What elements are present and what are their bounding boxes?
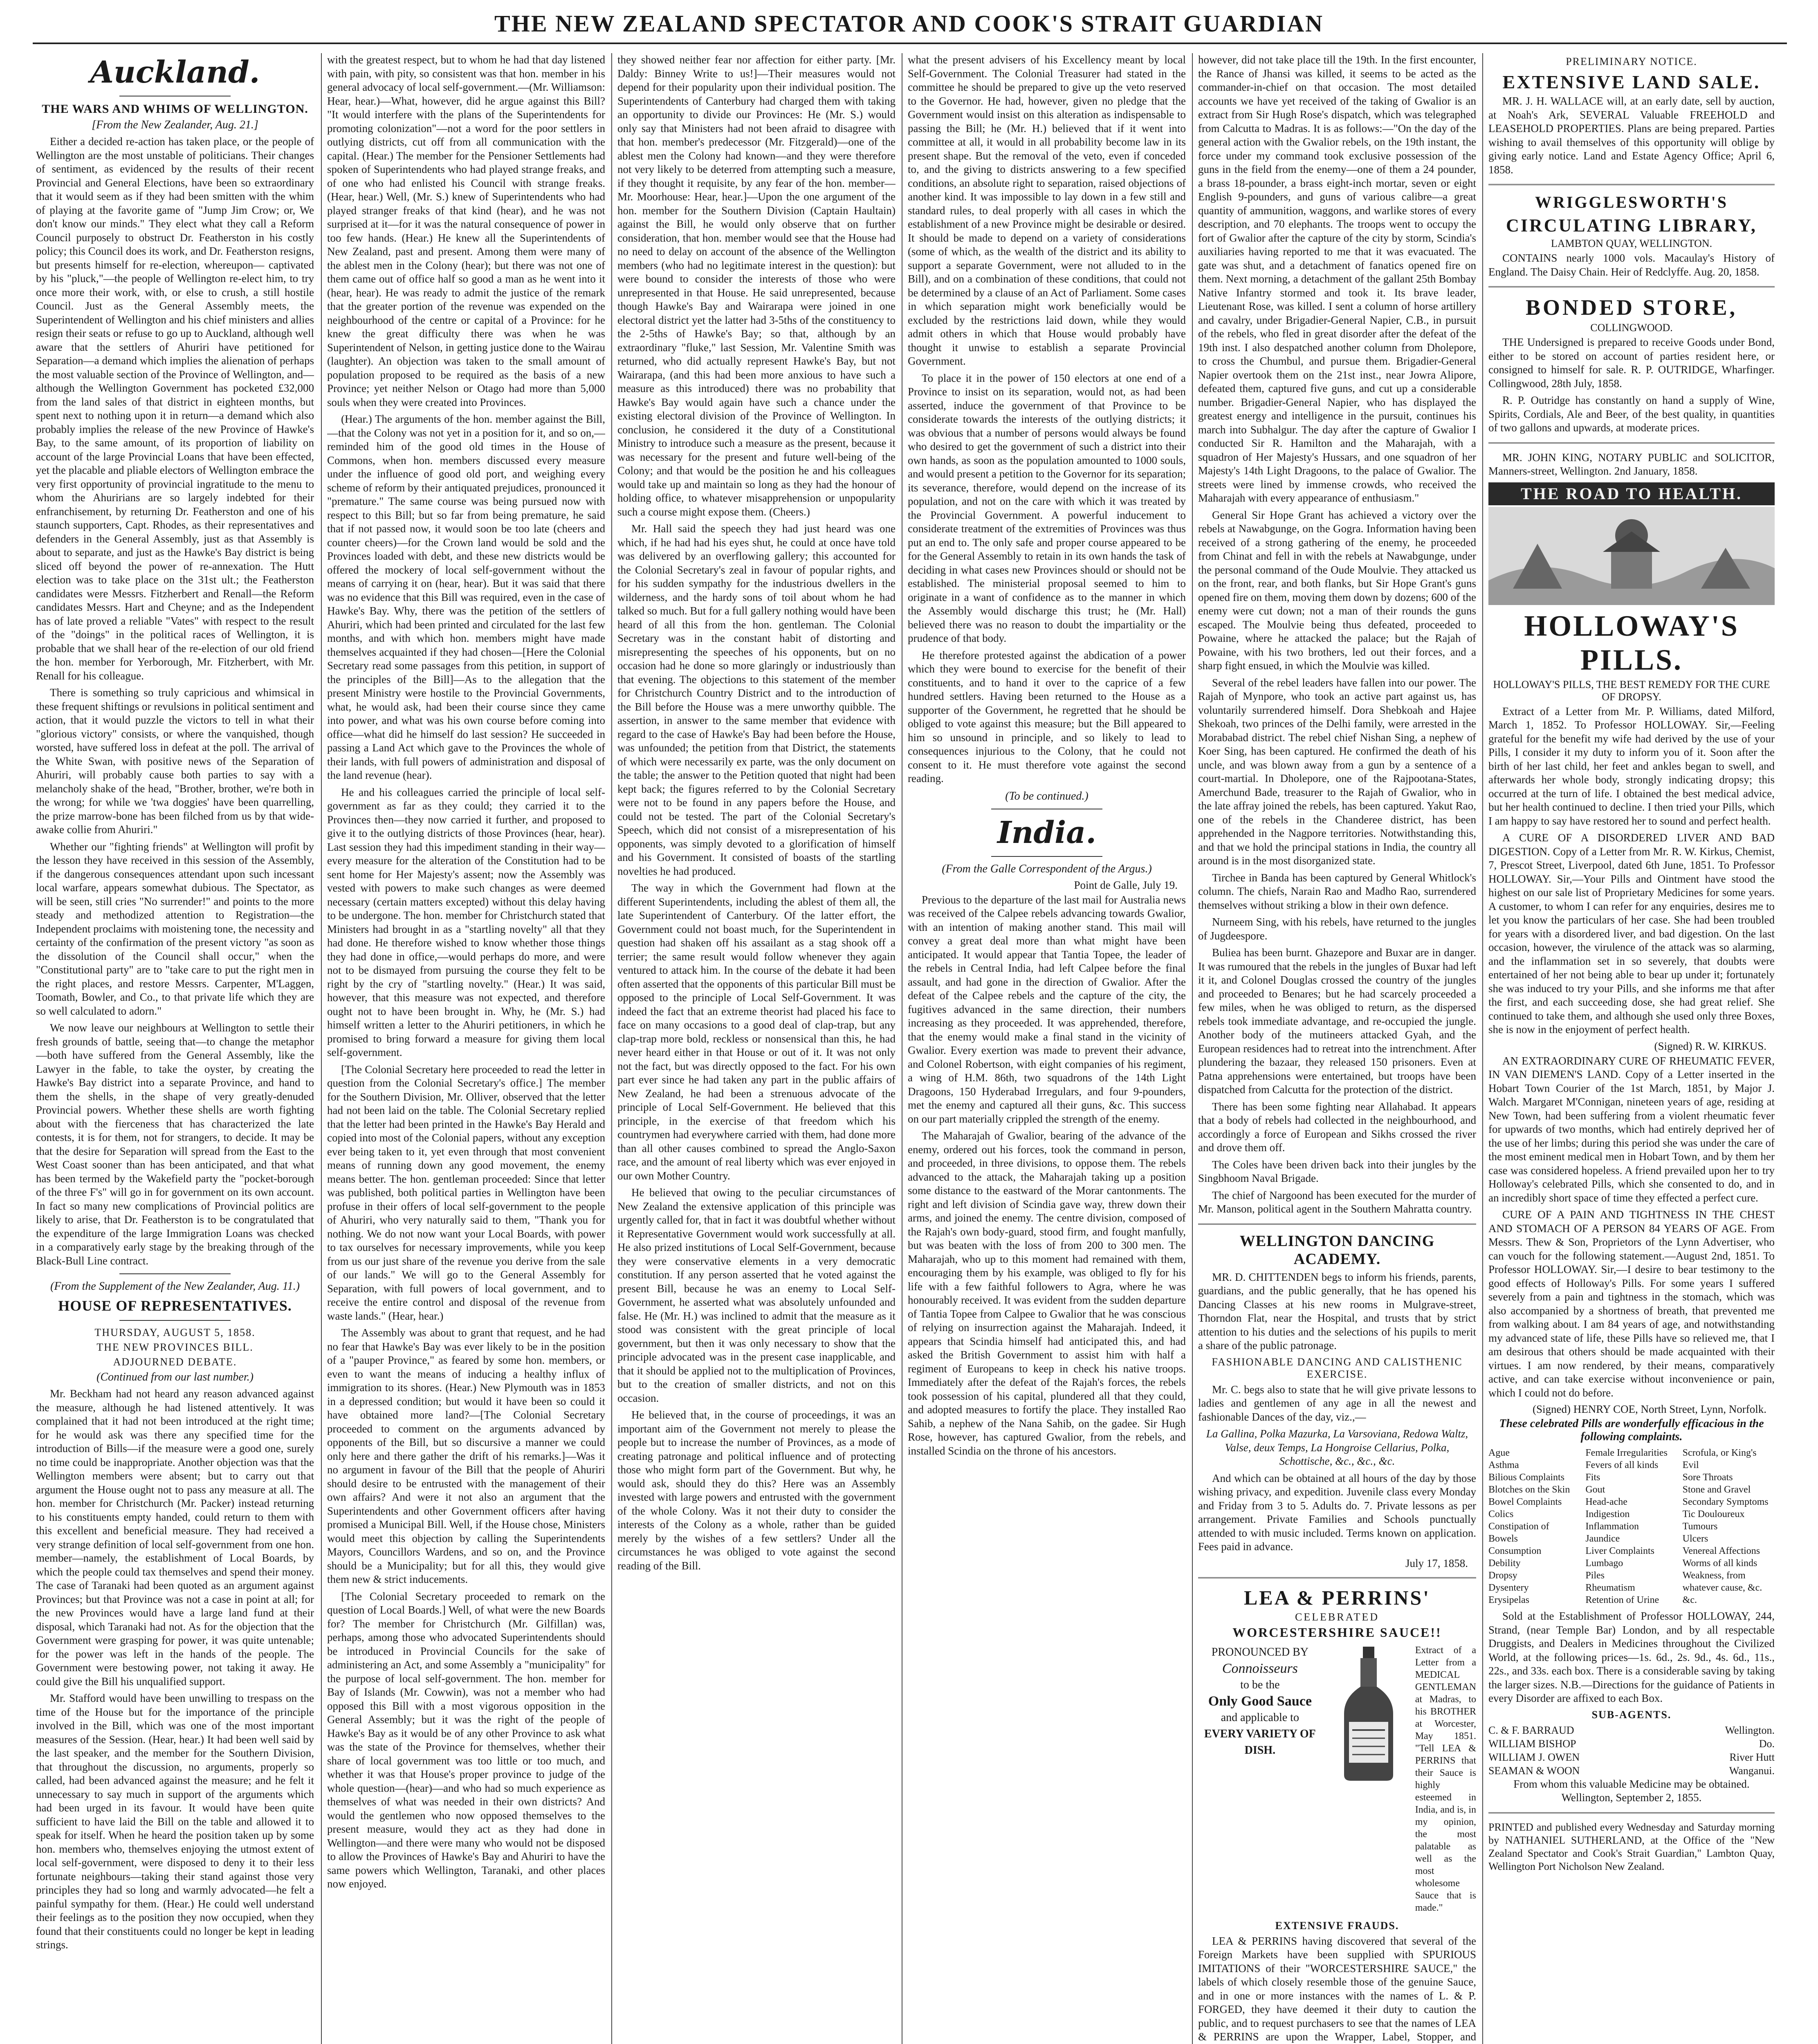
article-paragraph: There has been some fighting near Allahabad. It appears that a body of rebels had collected in the neighbourhood, and accordingly a force of European and Sikhs crossed the river and drove them off. — [1198, 1100, 1476, 1154]
complaint-item: Bilious Complaints — [1488, 1472, 1565, 1483]
supplement-source: (From the Supplement of the New Zealander, Aug. 11.) — [50, 1280, 300, 1293]
article-paragraph: however, did not take place till the 19th. In the first encounter, the Rance of Jhansi was killed, it seems to be acted as the commander-in-chief on that occasion. The most detailed accounts we have yet received of the taking of Gwalior is an extract from Sir Hugh Rose's dispatch, which was telegraphed from Calcutta to Madras. It is as follows:—"On the day of the general action with the Gwalior rebels, on the 19th instant, the force under my command took exclusive possession of the guns in the field from the enemy—one of them a 24 pounder, a brass 18-pounder, a brass eight-inch mortar, seven or eight English 9-pounders, and guns of various calibre—a great quantity of ammunition, waggons, and warlike stores of every description, and 70 elephants. The troops went to occupy the fort of Gwalior after the capture of the city by storm, Scindia's auxiliaries having reported to me that it was evacuated. The gate was shut, and a detachment of fanatics opened fire on them. Next morning, a detachment of the gallant 25th Bombay Native Infantry stormed and took it. Its brave leader, Lieutenant Rose, was killed. I sent a column of horse artillery and cavalry, under Brigadier-General Napier, C.B., in pursuit of the rebels, who fled in great disorder after the defeat of the 19th inst. I also despatched another column from Dholepore, to cross the Chumbul, and pursue them. Brigadier-General Napier overtook them on the 21st inst., near Jowra Alipore, defeated them, captured five guns, and cut up a considerable number. Brigadier-General Napier, who has displayed the greatest energy and intelligence in the pursuit, continues his march into Subhalgur. The day after the capture of Gwalior I conducted Sir R. Hamilton and the Maharajah, with a squadron of Her Majesty's Hussars, and one squadron of her Majesty's 14th Light Dragoons, to the palace of Gwalior. The streets were lined by immense crowds, who received the Maharajah with every appearance of enthusiasm." — [1198, 54, 1476, 504]
article-paragraph: The Assembly was about to grant that request, and he had no fear that Hawke's Bay was ever likely to be in the position of a "pauper Province," as feared by some hon. members, or even to want the means of inducing a healthy influx of immigration to its shores. (Hear.) New Plymouth was in 1853 in a depressed condition; but would it have been so could it have obtained more land?—[The Colonial Secretary proceeded to comment on the arguments advanced by opponents of the Bill, but so discursive a manner we could only here and there gather the drift of his remarks.]—Was it no argument in favour of the Bill that the people of Ahuriri should desire to be entrusted with the management of their own affairs? And were it not also an argument that the Superintendents and other Government officers after having promised a Municipal Bill. Well, if the House chose, Ministers would meet this objection by calling the Superintendents Mayors, Councillors Wardens, and so on, and the Province should be a Municipality; but for all this, they would give them new & strict inducements. — [327, 1327, 605, 1585]
article-paragraph: Mr. Hall said the speech they had just heard was one which, if he had had his eyes shut, he could at once have told was delivered by an overflowing gallery; this accounted for the Colonial Secretary's zeal in favour of popular rights, and for his sudden sympathy for the industrious dwellers in the wilderness, and the hardy sons of toil about whom he had talked so much. But for a full gallery nothing would have been heard of all this from the hon. gentleman. The Colonial Secretary was in the constant habit of distorting and misrepresenting the speeches of his opponents, but on no occasion had he done so more glaringly or industriously than that evening. The objections to this statement of the member for Christchurch Country District and to the introduction of the Bill before the House was a mere unworthy quibble. The assertion, in answer to the same member that evidence with regard to the case of Hawke's Bay had been before the House, was unfounded; the petition from that District, the statements of which were necessarily ex parte, was the only document on the table; the answer to the Petition quoted that night had been kept back; the figures referred to by the Colonial Secretary were not to be found in any papers before the House, and could not be tested. The part of the Colonial Secretary's Speech, which did not consist of a misrepresentation of his opponents, was simply devoted to a glorification of himself and his Government. It consisted of boasts of the startling novelties he had produced. — [617, 522, 896, 877]
sub-agent-name: C. & F. BARRAUD — [1488, 1724, 1574, 1736]
article-paragraph: There is something so truly capricious and whimsical in these frequent shiftings or revulsions in political sentiment and action, that it would puzzle the victors to tell in what their "glorious victory" consists, or where the vanquished, though worsted, have suffered loss in defeat at the poll. The arrival of the White Swan, with positive news of the Separation of Ahuriri, will probably cause both parties to say with a melancholy shake of the head, "Brother, brother, we're both in the wrong; for while we 'twa doggies' have been quarrelling, the prize marrow-bone has been filched from us by that wide-awake collie from Ahuriri." — [36, 686, 314, 836]
complaint-item: Weakness, from whatever cause, &c. &c. — [1682, 1570, 1762, 1605]
complaint-item: Ulcers — [1682, 1533, 1708, 1544]
preliminary-notice: PRELIMINARY NOTICE. — [1566, 56, 1697, 67]
article-paragraph: The way in which the Government had flown at the different Superintendents, including the ablest of them all, the late Superintendent of Canterbury. Of the latter effort, the Government could not boast much, for the Superintendent in question had shaken off his assailant as a stag shook off a terrier; the same result would follow whenever they again ventured to attack him. In the course of the debate it had been often asserted that the opponents of this particular Bill must be opposed to the principle of Local Self-Government. It was indeed the fact that an extreme theorist had placed his face to face on many occasions to a good deal of clap-trap, but any clap-trap more bold, reckless or nonsensical than this, he had never heard either in that House or out of it. It was not only not the fact, but was directly opposed to the fact. For his own part ever since he had taken any part in the public affairs of New Zealand, he had been a strenuous advocate of the principle of Local Self-Government. He believed that this principle, in the exercise of that freedom which his countrymen had everywhere carried with them, had done more than all other causes combined to spread the Anglo-Saxon race, and the amount of real liberty which was ever enjoyed in our own Mother Country. — [617, 882, 896, 1182]
complaint-item: Erysipelas — [1488, 1595, 1529, 1605]
article-paragraph: what the present advisers of his Excellency meant by local Self-Government. The Colonial Treasurer had stated in the committee he should be prepared to give up the veto reserved to the Governor. He had, however, given no pledge that the Government would insist on this alteration as indispensable to passing the Bill; he (Mr. H.) believed that if it went into committee at all, it would in all probability become law in its present shape. But the removal of the veto, even if conceded to, and the giving to districts answering to a few specified conditions, an absolute right to separation, raised objections of another kind. It was impossible to lay down in a few still and standard rules, to deal properly with all cases in which the establishment of a new Province might be desirable or desired. It should be made to depend on a variety of considerations (some of which, as the wealth of the district and its ability to support a separate Government, were not alluded to in the Bill), and on a combination of these conditions, that could not be determined by a clause of an Act of Parliament. Some cases in which separation might work beneficially would be excluded by the restrictions laid down, while they would admit others in which that House would probably have thought it unwise to establish a separate Provincial Government. — [908, 54, 1186, 367]
holloway-illustration-icon — [1488, 507, 1775, 605]
column-3 — [617, 53, 896, 2044]
advert-paragraph: Sold at the Establishment of Professor HOLLOWAY, 244, Strand, (near Temple Bar) London, and by all respectable Druggists, and Dealers in Medicines throughout the Civilized World, at the following prices—1s. 6d., 2s. 9d., 4s. 6d., 11s., 22s., and 33s. each box. There is a considerable saving by taking the larger sizes. N.B.—Directions for the guidance of Patients in every Disorder are affixed to each Box. — [1488, 1610, 1775, 1704]
complaint-item: Gout — [1585, 1484, 1605, 1495]
lea-left-text: to be the — [1240, 1678, 1280, 1691]
article-paragraph: The Maharajah of Gwalior, bearing of the advance of the enemy, ordered out his forces, took the command in person, and proceeded, in three divisions, to oppose them. The rebels advanced to the attack, the Maharajah taking up a position some distance to the eastward of the Morar cantonments. The right and left division of Scindia gave way, threw down their arms, and joined the enemy. The centre division, composed of the Rajah's own body-guard, stood firm, and fought manfully, but was beaten with the loss of from 200 to 300 men. The Maharajah, who up to this moment had remained with them, encouraging them by his example, was obliged to fly for his life with a few faithful followers to Agra, where he was honourably received. It was evident from the sudden departure of Tantia Topee from Calpee to Gwalior that he was conscious of relying on insurrection against the Maharajah. Indeed, it appears that Scindia himself had anticipated this, and had asked the British Government to assist him with half a regiment of Europeans to keep in check his native troops. Immediately after the defeat of the Rajah's forces, the rebels took possession of his capital, plundered all that they could, and adopted measures to fortify the place. They installed Rao Sahib, a nephew of the Nana Sahib, on the gadee. Sir Hugh Rose, however, has captured Gwalior, from the rebels, and installed Scindia on the throne of his ancestors. — [908, 1130, 1186, 1457]
complaint-item: Colics — [1488, 1509, 1514, 1520]
advert-paragraph: MR. JOHN KING, NOTARY PUBLIC and SOLICITOR, Manners-street, Wellington. 2nd January, 1858. — [1488, 451, 1775, 477]
complaint-item: Secondary Symptoms — [1682, 1497, 1769, 1507]
article-source: [From the New Zealander, Aug. 21.] — [92, 119, 258, 131]
dance-list: La Gallina, Polka Mazurka, La Varsoviana, Redowa Waltz, Valse, deux Temps, La Hongroise Cellarius, Polka, Schottische, &c., &c., &c. — [1206, 1428, 1468, 1467]
complaint-item: Rheumatism — [1585, 1582, 1635, 1593]
holloways-pills-title: HOLLOWAY'S PILLS. — [1524, 609, 1739, 676]
pills-subtitle: HOLLOWAY'S PILLS, THE BEST REMEDY FOR THE CURE OF DROPSY. — [1493, 678, 1770, 703]
article-paragraph: Nurneem Sing, with his rebels, have returned to the jungles of Jugdeespore. — [1198, 916, 1476, 942]
column-5 — [1198, 53, 1476, 2044]
complaint-item: Head-ache — [1585, 1497, 1627, 1507]
divider — [1198, 1577, 1476, 1578]
article-paragraph: Several of the rebel leaders have fallen into our power. The Rajah of Mynpore, who took an active part against us, has voluntarily surrendered himself. Dora Shebkoah and Hajee Shekoah, two princes of the Delhi family, were arrested in the Morababad district. The rebel chief Nishan Sing, a nephew of Koer Sing, has been captured. He confirmed the death of his uncle, and was blown away from a gun by a sentence of a court-martial. In Dholepore, one of the Rajpootana-States, Amerchund Bade, treasurer to the Rajah of Gwalior, who in the late affray joined the rebels, has been captured. Yakut Rao, one of the rebels in the Chanderee district, has been apprehended in the Nagpore territories. Notwithstanding this, and that we hold the principal stations in India, the country all around is in the most disorganized state. — [1198, 676, 1476, 867]
sauce-bottle-illustration — [1328, 1644, 1410, 1785]
lea-left-text: EVERY VARIETY OF DISH. — [1204, 1727, 1316, 1757]
article-paragraph: Mr. Beckham had not heard any reason advanced against the measure, although he had listened attentively. It was complained that it had not been introduced at the right time; for he would ask was there any specified time for the introduction of Bills—if the measure were a good one, surely no time could be inappropriate. Another objection was that the Wellington members were absent; but to carry out that argument the House ought not to pass any measure at all. The hon. member for Christchurch (Mr. Packer) instead returning to his constituents empty handed, could return to them with this excellent and beneficial measure. They had received a very strange definition of local self-government from one hon. member—namely, the establishment of Local Boards, by which the people could tax themselves and spend their money. The case of Taranaki had been quoted as an argument against Provinces; but that Province was not a case in point at all; for the new Provinces would have a large land fund at their disposal, which Taranaki had not. As for the objection that the Government were grasping for power, it was quite untenable; for the power was left in the hands of the people. The Government were bestowing power, not taking it away. He could give the Bill his unqualified support. — [36, 1387, 314, 1688]
divider — [1488, 184, 1775, 185]
library-name: WRIGGLESWORTH'S — [1535, 193, 1728, 211]
sub-agent-name: SEAMAN & WOON — [1488, 1764, 1580, 1777]
column-separator — [321, 53, 322, 2044]
article-paragraph: The Coles have been driven back into their jungles by the Singbhoom Naval Brigade. — [1198, 1158, 1476, 1184]
complaint-item: Ague — [1488, 1448, 1510, 1458]
complaint-item: Retention of Urine — [1585, 1595, 1659, 1605]
article-paragraph: General Sir Hope Grant has achieved a victory over the rebels at Nawabgunge, on the Gogra. Information having been received of a strong gathering of the enemy, he proceeded from Chinat and fell in with the rebels at Nawabgunge, under the personal command of the Oude Moulvie. They attacked us on the front, rear, and both flanks, but Sir Hope Grant's guns opened fire on them, moving them down by dozens; 600 of the enemy were cut down; not a man of their rounds the guns escaped. The Moulvie being thus defeated, proceeded to Powaine, where he attacked the palace; but the Rajah of Powaine, with his two brothers, led out their forces, and a sharp fight ensued, in which the Moulvie was killed. — [1198, 509, 1476, 672]
column-2 — [327, 53, 605, 2044]
column-6 — [1488, 53, 1775, 2044]
advert-paragraph: MR. D. CHITTENDEN begs to inform his friends, parents, guardians, and the public generally, that he has opened his Dancing Classes at his new rooms in Mulgrave-street, Thorndon Flat, near the Hospital, and trusts that by strict attention to his duties and the selections of his pupils to merit a share of the public patronage. — [1198, 1271, 1476, 1351]
agents-note: From whom this valuable Medicine may be obtained. Wellington, September 2, 1855. — [1513, 1777, 1750, 1804]
bonded-store-location: COLLINGWOOD. — [1590, 322, 1673, 334]
lea-left-text: PRONOUNCED BY — [1211, 1645, 1309, 1659]
article-source: (From the Galle Correspondent of the Argus.) — [942, 862, 1152, 875]
article-paragraph: [The Colonial Secretary here proceeded to read the letter in question from the Colonial Secretary's office.] The member for the Southern Division, Mr. Olliver, observed that the letter had not been laid on the table. The Colonial Secretary replied that the letter had been printed in the Hawke's Bay Herald and copied into most of the Colonial papers, without any exception ever being taken to it, yet even through that most convenient means of running down any good movement, the enemy means better. The hon. gentleman proceeded: Since that letter was published, both political parties in Wellington have been profuse in their offers of local self-government to the people of Ahuriri, who very naturally said to them, "Thank you for nothing. We do not now want your Local Boards, with power to tax ourselves for necessary improvements, while you keep from us our just share of the revenue you derive from the sale of our lands." We will go to the General Assembly for Separation, with full powers of local government, and to receive the entire control and disposal of the revenue from waste lands." (Hear, hear.) — [327, 1063, 605, 1322]
complaint-item: Venereal Affections — [1682, 1546, 1760, 1556]
sub-agent-name: WILLIAM J. OWEN — [1488, 1751, 1580, 1763]
complaint-item: Female Irregularities — [1585, 1448, 1668, 1458]
sub-agent-place: Wanganui. — [1729, 1764, 1775, 1777]
column-1 — [36, 53, 314, 2044]
article-paragraph: He therefore protested against the abdication of a power which they were bound to exercise for the benefit of their constituents, and to hand it over to the caprice of a few hundred settlers. Having been returned to the House as a supporter of the Government, he regretted that he should be obliged to vote against this measure; but the Bill appeared to him so unsound in principle, and so likely to lead to consequences injurious to the Colony, that he could not consent to it. He must therefore vote against the second reading. — [908, 649, 1186, 784]
complaint-item: Fevers of all kinds — [1585, 1460, 1659, 1470]
sub-agents-list — [1488, 1724, 1775, 1777]
complaint-item: Stone and Gravel — [1682, 1484, 1751, 1495]
complaint-item: Asthma — [1488, 1460, 1519, 1470]
column-separator — [611, 53, 612, 2044]
section-heading-india: India. — [997, 815, 1096, 850]
sub-agent-name: WILLIAM BISHOP — [1488, 1737, 1576, 1750]
land-sale-title: EXTENSIVE LAND SALE. — [1502, 72, 1761, 92]
complaint-item: Consumption — [1488, 1546, 1542, 1556]
column-separator — [1192, 53, 1193, 2044]
complaint-item: Jaundice — [1585, 1533, 1620, 1544]
complaint-item: Tic Douloureux — [1682, 1509, 1745, 1520]
masthead-rule — [33, 43, 1787, 44]
lea-celebrated: CELEBRATED — [1295, 1611, 1380, 1623]
article-paragraph: He believed that, in the course of proceedings, it was an important aim of the Government not merely to please the people but to increase the number of Provinces, as a mode of creating patronage and political influence and of protecting those who might form part of the Government. But why, he would ask, should they do this? Here was an Assembly invested with large powers and entrusted with the government of the whole Colony. Was it not their duty to consider the interests of the Colony as a whole, rather than be guided merely by the wishes of a few settlers? Under all the circumstances he was obliged to vote against the second reading of the Bill. — [617, 1409, 896, 1572]
signature: (Signed) R. W. KIRKUS. — [1654, 1040, 1766, 1052]
article-title: THE WARS AND WHIMS OF WELLINGTON. — [42, 102, 308, 116]
lea-perrins-subtitle: WORCESTERSHIRE SAUCE!! — [1232, 1625, 1442, 1640]
divider — [991, 856, 1102, 857]
sub-agent-place: Wellington. — [1725, 1724, 1775, 1736]
article-paragraph: Whether our "fighting friends" at Wellington will profit by the lesson they have received in this session of the Assembly, if the dangerous consequences attendant upon such incessant local warfare, appears somewhat dubious. The Spectator, as will be seen, still cries "No surrender!" and points to the more steady and methodized attention to Registration—the Independent proclaims with moistening tone, the necessity and certainty of the confirmation of the present victory "as soon as the dissolution of the Council shall occur," when the "Constitutional party" are to "take care to put the right men in the right places, and restore Messrs. Carpenter, M'Laggen, Toomath, Bowler, and Co., to that private life which they are so well calculated to adorn." — [36, 840, 314, 1017]
sub-agent-row — [1488, 1750, 1775, 1764]
divider — [119, 1320, 231, 1321]
library-location: LAMBTON QUAY, WELLINGTON. — [1551, 238, 1713, 249]
complaints-heading: These celebrated Pills are wonderfully efficacious in the following complaints. — [1499, 1417, 1764, 1443]
signature: (Signed) HENRY COE, North Street, Lynn, Norfolk. — [1533, 1403, 1766, 1415]
article-paragraph: To place it in the power of 150 electors at one end of a Province to insist on its separation, would not, as had been asserted, induce the government of that Province to be considerate towards the interests of the outlying districts; it was obvious that a number of persons would always be found who desired to get the government of such a district into their own hands, as soon as the population amounted to 1000 souls, and would present a petition to the Governor for its separation; its severance, therefore, would depend on the increase of its population, and not on the care with which it was treated by the Provincial Government. A powerful inducement to considerate treatment of the extremities of Provinces was thus put an end to. The only safe and proper course appeared to be for the General Assembly to retain in its own hands the task of deciding in what cases new Provinces should or should not be established. The ministerial proposal seemed to him to originate in a want of confidence as to the manner in which the Assembly would discharge this trust; he (Mr. Hall) believed there was no reason to doubt the impartiality or the prudence of that body. — [908, 372, 1186, 644]
complaint-item: Scrofula, or King's Evil — [1682, 1448, 1757, 1470]
divider — [119, 1273, 231, 1274]
complaints-list — [1488, 1447, 1775, 1606]
bill-title: THE NEW PROVINCES BILL. — [97, 1341, 254, 1353]
sub-agent-place: River Hutt — [1729, 1751, 1775, 1763]
sub-agent-row — [1488, 1764, 1775, 1777]
article-paragraph: Tirchee in Banda has been captured by General Whitlock's column. The chiefs, Narain Rao and Madho Rao, surrendered themselves without striking a blow in their own defence. — [1198, 871, 1476, 911]
lea-left-text: and applicable to — [1221, 1711, 1299, 1724]
complaint-item: Piles — [1585, 1570, 1605, 1581]
column-separator — [1482, 53, 1483, 2044]
lea-left-panel — [1198, 1644, 1322, 1759]
article-paragraph: We now leave our neighbours at Wellington to settle their fresh grounds of battle, seeing that—to change the metaphor—both have suffered from the General Assembly, like the Lawyer in the fable, to take the oyster, by creating the Hawke's Bay district into a separate Province, and hand to them the shells, in the shape of very greatly-denuded Provincial powers. Whether these shells are worth fighting about with the fierceness that has characterized the late contests, it is for them, not for strangers, to decide. It may be that the desire for Separation will spread from the East to the West Coast sooner than has been anticipated, and that what has been termed by the Wakefield party the "pocket-borough of the three F's" will go in for government on its own account. In fact so many new complications of Provincial politics are likely to arise, that Dr. Featherston is to be congratulated that the expenditure of the large Immigration Loans was checked in a comparatively early stage by the breaking through of the Black-Bull Line contract. — [36, 1022, 314, 1267]
complaint-item: Constipation of Bowels — [1488, 1521, 1549, 1544]
complaint-item: Debility — [1488, 1558, 1521, 1569]
lea-perrins-body — [1198, 1644, 1476, 1914]
column-4 — [908, 53, 1186, 2044]
article-paragraph: The chief of Nargoond has been executed for the murder of Mr. Manson, political agent in the Southern Mahratta country. — [1198, 1189, 1476, 1215]
complaint-item: Tumours — [1682, 1521, 1718, 1532]
advert-paragraph: MR. J. H. WALLACE will, at an early date, sell by auction, at Noah's Ark, SEVERAL Valuable FREEHOLD and LEASEHOLD PROPERTIES. Plans are being prepared. Parties wishing to avail themselves of this opportunity will oblige by giving early notice. Land and Estate Agency Office; April 6, 1858. — [1488, 95, 1775, 176]
masthead: THE NEW ZEALAND SPECTATOR AND COOK'S STRAIT GUARDIAN — [494, 10, 1324, 37]
complaint-item: Dysentery — [1488, 1582, 1529, 1593]
lea-extract: Extract of a Letter from a MEDICAL GENTLEMAN at Madras, to his BROTHER at Worcester, May 1851. "Tell LEA & PERRINS that their Sauce is highly esteemed in India, and is, in my opinion, the most palatable as well as the most wholesome Sauce that is made." — [1415, 1645, 1476, 1913]
article-paragraph: He and his colleagues carried the principle of local self-government as far as they could; they carried it to the Provinces then—they now carried it further, and proposed to give it to the outlying districts of those Provinces (hear, hear). Last session they had this impediment standing in their way—every measure for the alteration of the Constitution had to be sent home for Her Majesty's assent; now the Assembly was vested with powers to make such changes as were deemed necessary (certain matters excepted) without this delay having to be undergone. The hon. member for Christchurch stated that Ministers had brought in as a "startling novelty" all that they had done. He therefore wished to know whether those things they had done in office,—would perhaps do more, and were not to be dismayed from pursuing the course they felt to be right by the cry of "startling novelty." (Hear.) It was said, however, that this measure was not expected, and therefore ought not to have been brought in. Why, he (Mr. S.) had himself written a letter to the Ahuriri petitioners, in which he promised to bring forward a measure for giving them local self-government. — [327, 786, 605, 1058]
sauce-bottle-icon — [1328, 1644, 1410, 1783]
complaint-item: Blotches on the Skin — [1488, 1484, 1570, 1495]
advert-paragraph: CONTAINS nearly 1000 vols. Macaulay's History of England. The Daisy Chain. Heir of Redclyffe. Aug. 20, 1858. — [1488, 252, 1775, 278]
article-paragraph: Either a decided re-action has taken place, or the people of Wellington are the most unstable of politicians. Their changes of sentiment, as evidenced by the results of their recent Provincial and General Elections, have been so extraordinary that it would seem as if they had been smitten with the whim of playing at the favorite game of "Jump Jim Crow; or, We don't know our minds." They elect what they call a Reform Council purposely to obstruct Dr. Featherston in his costly policy; this Council does its work, and Dr. Featherston resigns, but presents himself for re-election, whereupon— captivated by his "pluck,"—the people of Wellington re-elect him, to try once more their work, with, or else to crush, a still hostile Council. Just as the General Assembly meets, the Superintendent of Wellington and his chief ministers and allies resign their seats or refuse to go up to Auckland, although well aware that the settlers of Ahuriri have petitioned for Separation—a demand which implies the alienation of perhaps the most valuable section of the Province of Wellington, and—although the Wellington Government has pocketed £32,000 from the land sales of that district in eighteen months, but spent next to nothing upon it in return—a demand which also probably implies the release of the new Province of Hawke's Bay, to the same amount, of its proportion of liability on account of the large Provincial Loans that have been effected, yet the placable and pliable electors of Wellington embrace the very first opportunity of provincial ingratitude to the menu to whom the Ahuririans are so largely indebted for their enfranchisement, by returning Dr. Featherston and one of his staunch supporters, Capt. Rhodes, as their representatives and defenders in the General Assembly, just as that Assembly is about to separate, and just as the Hawke's Bay district is being sliced off beyond the power of re-annexation. The Hutt election was to take place on the 31st ult.; the Featherston candidates were Messrs. Fitzherbert and Renall—the Reform candidates Messrs. Hart and Cheyne; and as the Independent has of late proved a reliable "Vates" with respect to the result of the "doings" in the political races of Wellington, it is probable that we shall hear of the re-election of our old friend the hon. member for Yerborough, Mr. Fitzherbert, with Mr. Renall for his colleague. — [36, 135, 314, 682]
house-heading: HOUSE OF REPRESENTATIVES. — [58, 1298, 292, 1314]
sub-agent-row — [1488, 1737, 1775, 1750]
complaint-item: Fits — [1585, 1472, 1600, 1483]
complaint-item: Bowel Complaints — [1488, 1497, 1562, 1507]
advert-paragraph: Mr. C. begs also to state that he will give private lessons to ladies and gentlemen of any age in all the newest and fashionable Dances of the day, viz.,— — [1198, 1383, 1476, 1423]
advert-paragraph: AN EXTRAORDINARY CURE OF RHEUMATIC FEVER, IN VAN DIEMEN'S LAND. Copy of a Letter inserted in the Hobart Town Courier of the 1st March, 1851, by Major J. Walch. Margaret M'Connigan, nineteen years of age, residing at New Town, had been suffering from a violent rheumatic fever for upwards of two months, which had entirely deprived her of the use of her limbs; during this period she was under the care of the most eminent medical men in Hobart Town, and by them her case was considered hopeless. A friend prevailed upon her to try Holloway's celebrated Pills, which she consented to do, and in an incredibly short space of time they effected a perfect cure. — [1488, 1054, 1775, 1204]
complaint-item: Liver Complaints — [1585, 1546, 1654, 1556]
sub-agents-heading: SUB-AGENTS. — [1591, 1708, 1672, 1721]
complaint-item: Worms of all kinds — [1682, 1558, 1757, 1569]
advert-paragraph: CURE OF A PAIN AND TIGHTNESS IN THE CHEST AND STOMACH OF A PERSON 84 YEARS OF AGE. From Messrs. Thew & Son, Proprietors of the Lynn Advertiser, who can vouch for the following statement.—August 2nd, 1851. To Professor HOLLOWAY. Sir,—I desire to bear testimony to the good effects of Holloway's Pills. For some years I suffered severely from a pain and tightness in the stomach, which was also accompanied by a shortness of breath, that prevented me from walking about. I am 84 years of age, and notwithstanding my advanced state of life, these Pills have so relieved me, that I am desirous that others should be made acquainted with their virtues. I am now rendered, by their means, comparatively active, and can take exercise without inconvenience or pain, which I could not do before. — [1488, 1208, 1775, 1399]
divider — [1488, 286, 1775, 287]
continued-note: (Continued from our last number.) — [97, 1371, 254, 1383]
advert-paragraph: THE Undersigned is prepared to receive Goods under Bond, either to be stored on account of parties resident here, or consigned to himself for sale. R. P. OUTRIDGE, Wharfinger. Collingwood, 28th July, 1858. — [1488, 336, 1775, 390]
article-paragraph: Buliea has been burnt. Ghazepore and Buxar are in danger. It was rumoured that the rebels in the jungles of Buxar had left it it, and Colonel Douglas crossed the country of the jungles and proceeded to Benares; but he had scarcely proceeded a few miles, when he was obliged to return, as the dispersed rebels took immediate advantage, and re-occupied the jungle. Another body of the mutineers attacked Gyah, and the European residences had to retreat into the intrenchment. After plundering the bazaar, they released 150 prisoners. Even at Patna apprehensions were entertained, but troops have been dispatched from Calcutta for the protection of the district. — [1198, 946, 1476, 1096]
complaint-item: Sore Throats — [1682, 1472, 1733, 1483]
divider — [1198, 1224, 1476, 1225]
article-paragraph: Previous to the departure of the last mail for Australia news was received of the Calpee rebels advancing towards Gwalior, with an intention of making another stand. This mail will convey a great deal more than what might have been anticipated. It would appear that Tantia Topee, the leader of the rebels in Central India, had left Calpee before the final assault, and had gone in the direction of Gwalior. After the defeat of the Calpee rebels and the capture of the city, the fugitives advanced in the same direction, their numbers increasing as they proceeded. It was apprehended, therefore, that the enemy would make a final stand in the vicinity of Gwalior. Every exertion was made to prevent their advance, and Colonel Robertson, with eight companies of his regiment, a wing of H.M. 86th, two squadrons of the 14th Light Dragoons, 150 Hyderabad Irregulars, and four 9-pounders, met the enemy and captured all their guns, &c. This success on our part materially crippled the strength of the enemy. — [908, 893, 1186, 1125]
advert-paragraph: LEA & PERRINS having discovered that several of the Foreign Markets have been supplied with SPURIOUS IMITATIONS of their "WORCESTERSHIRE SAUCE," the labels of which closely resemble those of the genuine Sauce, and in one or more instances with the names of L. & P. FORGED, they have deemed it their duty to caution the public, and to request purchasers to see that the names of LEA & PERRINS are upon the Wrapper, Label, Stopper, and — [1198, 1934, 1476, 2043]
lea-frauds-heading: EXTENSIVE FRAUDS. — [1275, 1919, 1399, 1932]
to-be-continued: (To be continued.) — [1005, 789, 1089, 802]
dance-academy-title: WELLINGTON DANCING ACADEMY. — [1239, 1232, 1435, 1268]
complaint-item: Lumbago — [1585, 1558, 1623, 1569]
advert-date: July 17, 1858. — [1405, 1557, 1468, 1569]
advert-paragraph: And which can be obtained at all hours of the day by those wishing privacy, and expedition. Juvenile class every Monday and Friday from 3 to 5. Adults do. 7. Private lessons as per arrangement. Private Families and Schools punctually attended to with music included. Terms known on application. Fees paid in advance. — [1198, 1472, 1476, 1553]
road-to-health-banner: THE ROAD TO HEALTH. — [1488, 482, 1775, 505]
lea-left-text: Connoisseurs — [1222, 1661, 1298, 1676]
advert-paragraph: A CURE OF A DISORDERED LIVER AND BAD DIGESTION. Copy of a Letter from Mr. R. W. Kirkus, Chemist, 7, Prescot Street, Liverpool, dated 6th June, 1851. To Professor HOLLOWAY. Sir,—Your Pills and Ointment have stood the highest on our sale list of Proprietary Medicines for some years. A customer, to whom I can refer for any enquiries, desires me to let you know the particulars of her case. She had been troubled for years with a disordered liver, and bad digestion. On the last occasion, however, the virulence of the attack was so alarming, and the inflammation set in so severely, that doubts were entertained of her not being able to bear up under it; fortunately she was induced to try your Pills, and she informs me that after the first, and each succeeding dose, she had great relief. She continued to take them, and although she used only three Boxes, she is now in the enjoyment of perfect health. — [1488, 831, 1775, 1035]
library-title: CIRCULATING LIBRARY, — [1506, 215, 1757, 235]
printer-imprint: PRINTED and published every Wednesday and Saturday morning by NATHANIEL SUTHERLAND, at the Office of the "New Zealand Spectator and Cook's Strait Guardian," Lambton Quay, Wellington Port Nicholson New Zealand. — [1488, 1821, 1775, 1872]
divider — [1488, 442, 1775, 444]
divider — [1488, 1812, 1775, 1813]
sub-agent-row — [1488, 1724, 1775, 1737]
article-paragraph: [The Colonial Secretary proceeded to remark on the question of Local Boards.] Well, of what were the new Boards for? The member for Christchurch (Mr. Gilfillan) was, perhaps, among those who advocated Superintendents should be introduced in Provincial Councils for the sake of administering an Act, and some Assembly a "municipality" for the purpose of local self-government. The hon. member for Bay of Islands (Mr. Cowwin), was not a member who had opposed this Bill with a most vigorous opposition in the General Assembly; but it was the right of the people of Hawke's Bay as it would be of any other Province to ask what was the state of the Province for themselves, whether their share of local government was too little or too much, and whether it was that House's proper province to judge of the whole question—(hear)—and who had so much experience as themselves of what was needed in their own districts? And would the gentlemen who now opposed themselves to the present measure, would they act as they had done in Wellington—and there were many who would not be disposed to allow the Provinces of Hawke's Bay and Ahuriri to have the same powers which Wellington, Taranaki, and other places now enjoyed. — [327, 1590, 605, 1890]
article-paragraph: Mr. Stafford would have been unwilling to trespass on the time of the House but for the importance of the principle involved in the Bill, which was one of the most important measures of the Session. (Hear, hear.) It had been well said by the last speaker, and the member for the Southern Division, that throughout the discussion, no arguments, properly so called, had been advanced against the measure; and he felt it unnecessary to say much in support of the arguments which had been urged in its favour. It would have been quite sufficient to have laid the Bill on the table and allowed it to speak for itself. When he heard the position taken up by some hon. members who, themselves enjoying the utmost extent of local self-government, were disposed to deny it to their less fortunate neighbours—taking their stand against those very principles they had so long and warmly advocated—he felt a painful sympathy for them. (Hear.) He could well understand their feelings as to the position they now occupied, when they found that their constituents could no longer be kept in leading strings. — [36, 1692, 314, 1951]
lea-left-text: Only Good Sauce — [1208, 1693, 1312, 1709]
advert-subhead: FASHIONABLE DANCING AND CALISTHENIC EXERCISE. — [1212, 1356, 1463, 1380]
article-paragraph: they showed neither fear nor affection for either party. [Mr. Daldy: Binney Write to us!]—Their measures would not depend for their popularity upon their individual position. The Superintendents of Canterbury had charged them with taking an opportunity to divide our Provinces: He (Mr. S.) would only say that Ministers had not been afraid to disagree with that hon. member's predecessor (Mr. Fitzgerald)—one of the ablest men the Colony had known—and they were therefore not very likely to be deterred from attempting such a measure, if they thought it requisite, by any fear of the hon. member—Mr. Moorhouse: Hear, hear.]—Upon the one argument of the hon. member for the Southern Division (Captain Haultain) against the Bill, he would only observe that on further consideration, that hon. member would see that the House had no need to delay on account of the absence of the Wellington members (who had no legitimate interest in the question): but were bound to consider the interests of those who were unrepresented in that House. He said unrepresented, because though Hawke's Bay and Wairarapa were joined in one electoral district yet the latter had 3-5ths of the constituency to the 2-5ths of Hawke's Bay; so that, although by an extraordinary "fluke," last Session, Mr. Valentine Smith was returned, who did actually represent Hawke's Bay, but not Wairarapa, (and this had been more anxious to have such a measure as this introduced) there was no probability that Hawke's Bay would again have such a chance under the existing electoral division of the Province of Wellington. In conclusion, he considered it the duty of a Constitutional Ministry to introduce such a measure as the present, because it was necessary for the present and future well-being of the Colony; and that would be the position he and his colleagues would take up and maintain so long as they had the honour of holding office, to whatever misapprehension or unpopularity such a course might expose them. (Cheers.) — [617, 54, 896, 518]
complaint-item: Indigestion — [1585, 1509, 1630, 1520]
complaint-item: Dropsy — [1488, 1570, 1517, 1581]
advert-paragraph: Extract of a Letter from Mr. P. Williams, dated Milford, March 1, 1852. To Professor HOLLOWAY. Sir,—Feeling grateful for the benefit my wife had derived by the use of your Pills, I consider it my duty to inform you of it. Soon after the birth of her last child, her feet and ankles began to swell, and afterwards her whole body, strongly indicating dropsy; this occurred at the turn of life. I obtained the best medical advice, but her health continued to decline. I then tried your Pills, which I am happy to say have restored her to sound and perfect health. — [1488, 705, 1775, 827]
bonded-store-title: BONDED STORE, — [1525, 295, 1738, 320]
dateline: Point de Galle, July 19. — [1074, 879, 1178, 891]
article-paragraph: He believed that owing to the peculiar circumstances of New Zealand the extensive application of this principle was urgently called for, that in fact it was doubtful whether without it Representative Government would work successfully at all. He also prized institutions of Local Self-Government, because they were conservative elements in a very democratic constitution. If any person asserted that he voted against the present Bill, because he was an enemy to Local Self-Government, he asserted what was absolutely unfounded and false. He (Mr. H.) was inclined to admit that the measure as it stood was consistent with the great principle of local government, but then it was only necessary to show that the principle advocated was in the present case inapplicable, and that it should be applied not to the multiplication of Provinces, but to the creation of smaller districts, and not on this occasion. — [617, 1186, 896, 1404]
sub-agent-place: Do. — [1759, 1737, 1775, 1750]
article-paragraph: with the greatest respect, but to whom he had that day listened with pain, with pity, so consistent was that hon. member in his general advocacy of local self-government.—(Mr. Williamson: Hear, hear.)—What, however, did he argue against this Bill? "It would interfere with the plans of the Superintendents for promoting colonization"—not a word for the poor settlers in outlying districts, cut off from all communication with the capital. (Hear.) The member for the Pensioner Settlements had spoken of Superintendents who had played strange freaks, and of one who had enlisted his Council with strange freaks. (Hear, hear.) Well, (Mr. S.) knew of Superintendents who had played stranger freaks of that kind (hear), and he was not surprised at it—for it was the natural consequence of power in too few hands. (Hear.) He knew all the Superintendents of New Zealand, past and present. Among them were many of the ablest men in the Colony (hear); but there was not one of them came out of office half so good a man as he went into it (hear, hear). He was ready to admit the justice of the remark that the greater portion of the revenue was expended on the neighbourhood of the centre or capital of a Province: for he knew the great difficulty there was when he was Superintendent of Nelson, in getting justice done to the Wairau (laughter). An objection was taken to the small amount of population proposed to be required as the basis of a new Province; yet neither Nelson or Otago had more than 5,000 souls when they were created into Provinces. — [327, 54, 605, 408]
article-paragraph: (Hear.) The arguments of the hon. member against the Bill,—that the Colony was not yet in a position for it, and so on,—reminded him of the good old times in the House of Commons, when hon. members discussed every measure under the influence of good old port, and weighing every scheme of reform by their antiquated prejudices, pronounced it "premature." The same course was being pursued now with respect to this Bill; but so far from being premature, he said that if not passed now, it would soon be too late (cheers and counter cheers)—for the Crown land would be sold and the Provinces loaded with debt, and these new districts would be offered the mockery of local self-government without the means of carrying it on (hear, hear). But it was said that there was no evidence that this Bill was required, even in the case of Hawke's Bay. Why, there was the petition of the settlers of Ahuriri, which had been printed and circulated for the last few months, and with which hon. members might have made themselves acquainted if they had chosen—[Here the Colonial Secretary read some passages from this petition, in support of the principles of the Bill]—As to the allegation that the present Ministry were hostile to the Provincial Governments, what, he would ask, had been their course since they came into power, and what was his own course before coming into office—what did he himself do last session? He succeeded in passing a Land Act which gave to the Provinces the whole of their lands, with full powers of administration and disposal of the land revenue (hear). — [327, 413, 605, 781]
debate-date: THURSDAY, AUGUST 5, 1858. — [94, 1327, 256, 1338]
complaint-item: Inflammation — [1585, 1521, 1639, 1532]
section-heading-auckland: Auckland. — [90, 55, 260, 90]
adjourned-debate: ADJOURNED DEBATE. — [113, 1356, 237, 1368]
lea-perrins-title: LEA & PERRINS' — [1243, 1586, 1431, 1609]
advert-paragraph: R. P. Outridge has constantly on hand a supply of Wine, Spirits, Cordials, Ale and Beer, of the best quality, in quantities of two gallons and upwards, at moderate prices. — [1488, 394, 1775, 434]
holloway-banner — [1488, 482, 1775, 605]
